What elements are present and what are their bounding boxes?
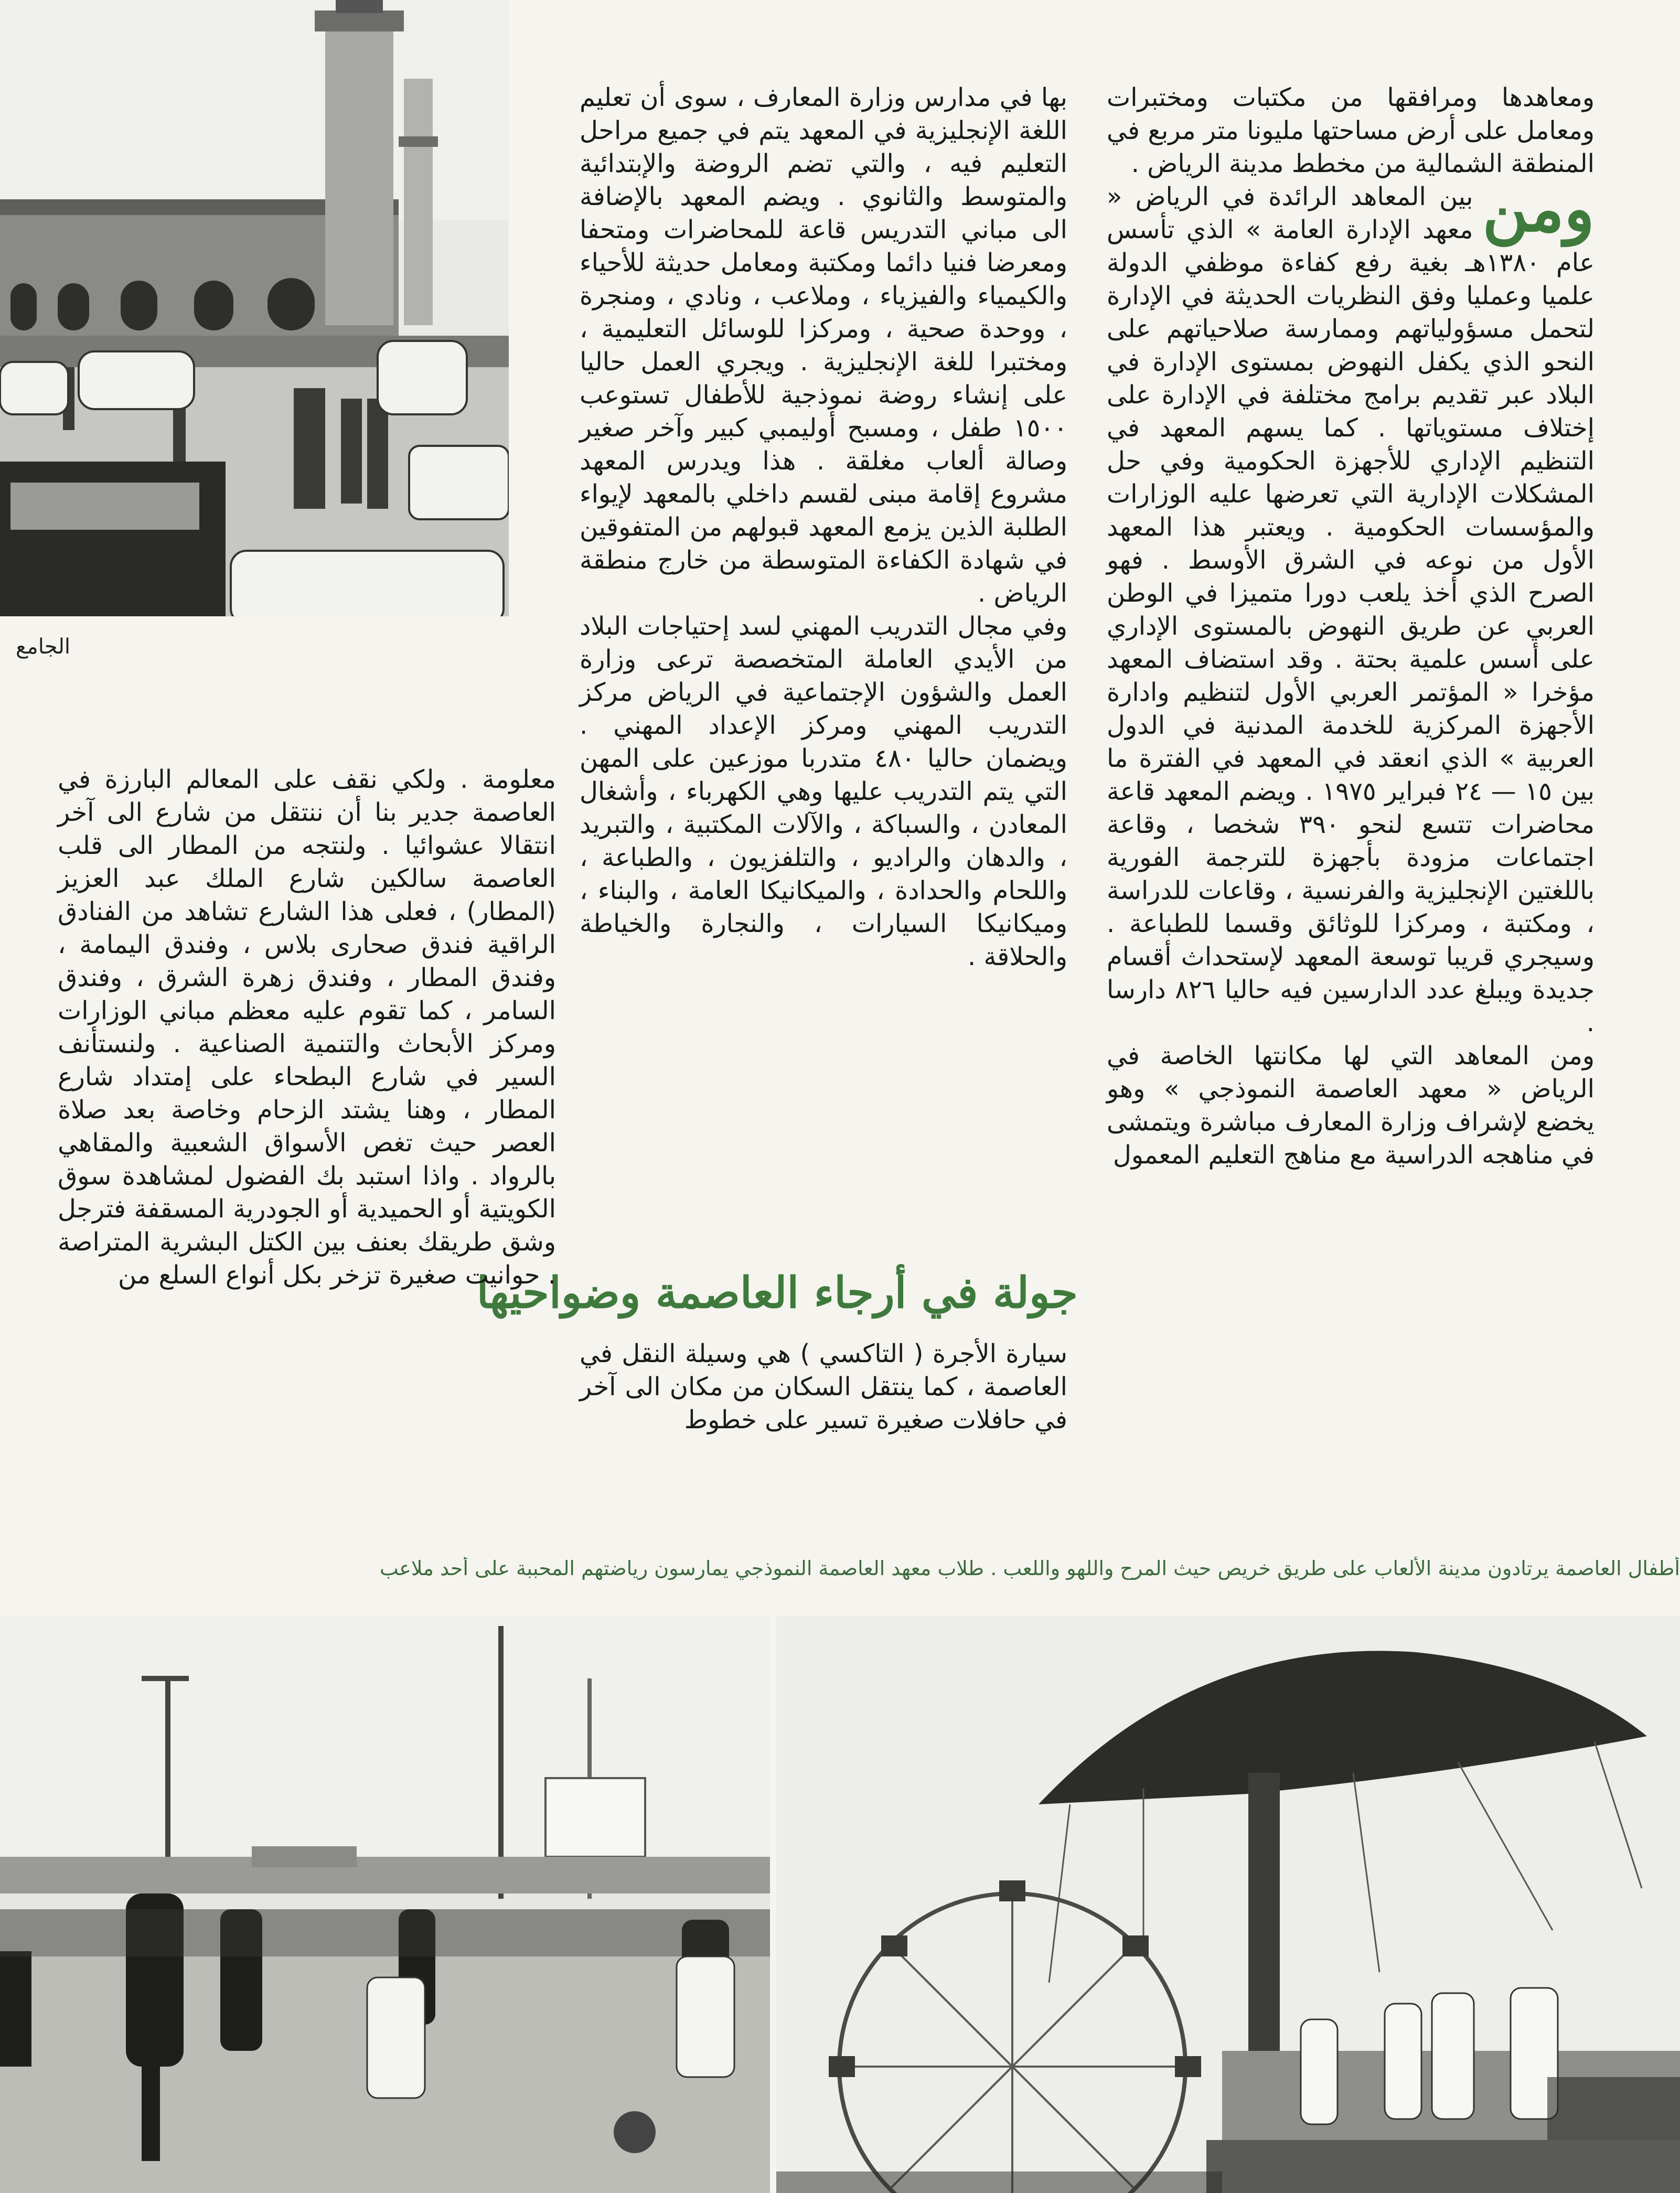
section-heading: جولة في أرجاء العاصمة وضواحيها — [476, 1268, 1078, 1318]
mosque-photo — [0, 0, 509, 616]
bottom-photo-captions: أطفال العاصمة يرتادون مدينة الألعاب على طريق خريص حيث المرح واللهو واللعب . طلاب معهد العاصمة النموذجي يمارسون رياضتهم المحببة على أحد ملاعب — [379, 1557, 1680, 1580]
middle-col-paragraph-1: بها في مدارس وزارة المعارف ، سوى أن تعليم اللغة الإنجليزية في المعهد يتم في جميع مراحل التعليم فيه ، والتي تضم الروضة والإبتدائية والمتوسط والثانوي . ويضم المعهد بالإضافة الى مباني التدريس قاعة للمحاضرات ومتحفا ومعرضا فنيا دائما ومكتبة ومعامل حديثة للأحياء والكيمياء والفيزياء ، وملاعب ، ونادي ، ومنجرة ، ووحدة صحية ، ومركزا للوسائل التعليمية ، ومختبرا للغة الإنجليزية . ويجري العمل حاليا على إنشاء روضة نموذجية للأطفال تستوعب ١٥٠٠ طفل ، ومسبح أوليمبي كبير وآخر صغير وصالة ألعاب مغلقة . هذا ويدرس المعهد مشروع إقامة مبنى لقسم داخلي بالمعهد لإيواء الطلبة الذين يزمع المعهد قبولهم من المتفوقين في شهادة الكفاءة المتوسطة من خارج منطقة الرياض . — [580, 83, 1067, 608]
middle-column-top — [580, 81, 1067, 974]
mosque-caption: الجامع — [16, 635, 71, 659]
amusement-park-photo — [776, 1616, 1680, 2193]
right-col-paragraph-2: بين المعاهد الرائدة في الرياض « معهد الإدارة العامة » الذي تأسس عام ١٣٨٠هـ بغية رفع كفاءة موظفي الدولة علميا وعمليا وفق النظريات الحديثة في الإدارة لتحمل مسؤولياتهم وممارسة صلاحياتهم على النحو الذي يكفل النهوض بمستوى الإدارة في البلاد عبر تقديم برامج مختلفة في الإدارة على إختلاف مستوياتها . كما يسهم المعهد في التنظيم الإداري للأجهزة الحكومية وفي حل المشكلات الإدارية التي تعرضها عليه الوزارات والمؤسسات الحكومية . ويعتبر هذا المعهد الأول من نوعه في الشرق الأوسط . فهو الصرح الذي أخذ يلعب دورا متميزا في الوطن العربي عن طريق النهوض بالمستوى الإداري على أسس علمية بحتة . وقد استضاف المعهد مؤخرا « المؤتمر العربي الأول لتنظيم وادارة الأجهزة المركزية للخدمة المدنية في الدول العربية » الذي انعقد في المعهد في الفترة ما بين ١٥ — ٢٤ فبراير ١٩٧٥ . ويضم المعهد قاعة محاضرات تتسع لنحو ٣٩٠ شخصا ، وقاعة اجتماعات مزودة بأجهزة للترجمة الفورية باللغتين الإنجليزية والفرنسية ، وقاعات للدراسة ، ومكتبة ، ومركزا للوثائق وقسما للطباعة . وسيجري قريبا توسعة المعهد لإستحداث أقسام جديدة ويبلغ عدد الدارسين فيه حاليا ٨٢٦ دارسا . — [1107, 182, 1595, 1037]
football-photo — [0, 1616, 770, 2193]
right-col-paragraph-1: ومعاهدها ومرافقها من مكتبات ومختبرات ومعامل على أرض مساحتها مليونا متر مربع في المنطقة الشمالية من مخطط مدينة الرياض . — [1107, 83, 1595, 178]
right-col-paragraph-3: ومن المعاهد التي لها مكانتها الخاصة في الرياض « معهد العاصمة النموذجي » وهو يخضع لإشراف وزارة المعارف مباشرة ويتمشى في مناهجه الدراسية مع مناهج التعليم المعمول — [1107, 1041, 1595, 1170]
left-col-paragraph-1: معلومة . ولكي نقف على المعالم البارزة في العاصمة جدير بنا أن ننتقل من شارع الى آخر انتقالا عشوائيا . ولنتجه من المطار الى قلب العاصمة سالكين شارع الملك عبد العزيز (المطار) ، فعلى هذا الشارع تشاهد من الفنادق الراقية فندق صحارى بلاس ، وفندق اليمامة ، وفندق المطار ، وفندق زهرة الشرق ، وفندق السامر ، كما تقوم عليه معظم مباني الوزارات ومركز الأبحاث والتنمية الصناعية . ولنستأنف السير في شارع البطحاء على إمتداد شارع المطار ، وهنا يشتد الزحام وخاصة بعد صلاة العصر حيث تغص الأسواق الشعبية والمقاهي بالرواد . واذا استبد بك الفضول لمشاهدة سوق الكويتية أو الحميدية أو الجودرية المسقفة فترجل وشق طريقك بعنف بين الكتل البشرية المتراصة . حوانيت صغيرة تزخر بكل أنواع السلع من — [58, 765, 556, 1290]
left-column — [58, 763, 556, 1292]
drop-cap: ومن — [1482, 172, 1595, 246]
middle-column-bottom — [580, 1338, 1067, 1437]
right-column — [1107, 81, 1595, 1172]
middle-col-paragraph-3: سيارة الأجرة ( التاكسي ) هي وسيلة النقل في العاصمة ، كما ينتقل السكان من مكان الى آخر في حافلات صغيرة تسير على خطوط — [580, 1339, 1067, 1435]
middle-col-paragraph-2: وفي مجال التدريب المهني لسد إحتياجات البلاد من الأيدي العاملة المتخصصة ترعى وزارة العمل والشؤون الإجتماعية في الرياض مركز التدريب المهني ومركز الإعداد المهني . ويضمان حاليا ٤٨٠ متدربا موزعين على المهن التي يتم التدريب عليها وهي الكهرباء ، وأشغال المعادن ، والسباكة ، والآلات المكتبية ، والتبريد ، والدهان والراديو ، والتلفزيون ، والطباعة ، واللحام والحدادة ، والميكانيكا العامة ، والبناء ، وميكانيكا السيارات ، والنجارة والخياطة والحلاقة . — [580, 612, 1067, 971]
